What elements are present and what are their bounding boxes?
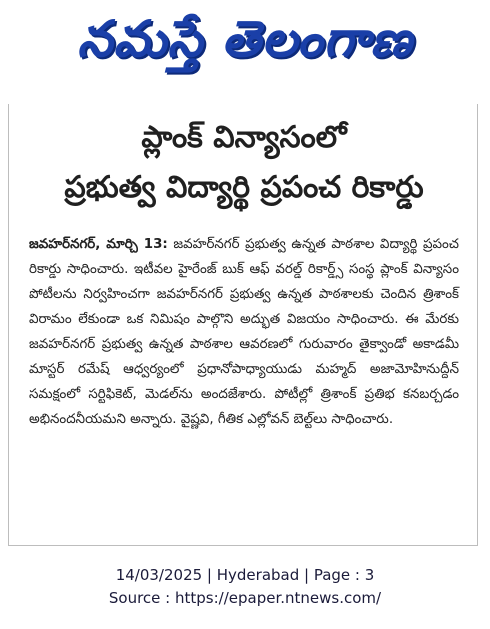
source-link[interactable]: Source : https://epaper.ntnews.com/ — [108, 589, 382, 607]
article-dateline: జవహర్‌నగర్, మార్చి 13: — [29, 237, 168, 252]
headline-line-1: ప్లాంక్ విన్యాసంలో — [141, 120, 347, 155]
news-clipping — [8, 104, 478, 546]
newspaper-masthead — [0, 0, 490, 84]
article-text: జవహర్‌నగర్ ప్రభుత్వ ఉన్నత పాఠశాల విద్యార్థి ప్రపంచ రికార్డు సాధించారు. ఇటీవల హైరేంజ్ బుక్ ఆఫ్ వరల్డ్ రికార్డ్స్ సంస్థ ప్లాంక్ విన్యాసం పోటీలను నిర్వహించగా జవహర్‌నగర్ ప్రభుత్వ ఉన్నత పాఠశాలకు చెందిన త్రిశాంక్ విరామం లేకుండా ఒక నిమిషం పాల్గొని అద్భుత విజయం సాధించారు. ఈ మేరకు జవహర్‌నగర్ ప్రభుత్వ ఉన్నత పాఠశాల ఆవరణలో గురువారం తైక్వాండో అకాడమీ మాస్టర్ రమేష్ ఆధ్వర్యంలో ప్రధానోపాధ్యాయుడు మహ్మద్ అజామోహినుద్దీన్ సమక్షంలో సర్టిఫికెట్, మెడల్‌ను అందజేశారు. పోటీల్లో త్రిశాంక్ ప్రతిభ కనబర్చడం అభినందనీయమని అన్నారు. వైష్ణవి, గీతిక ఎల్లోవన్ బెల్ట్‌లు సాధించారు. — [29, 237, 459, 427]
article-body — [29, 232, 459, 432]
edition-info: 14/03/2025 | Hyderabad | Page : 3 — [115, 566, 375, 584]
newspaper-logo: నమస్తే తెలంగాణ — [77, 10, 413, 68]
headline-line-2: ప్రభుత్వ విద్యార్థి ప్రపంచ రికార్డు — [64, 170, 424, 205]
